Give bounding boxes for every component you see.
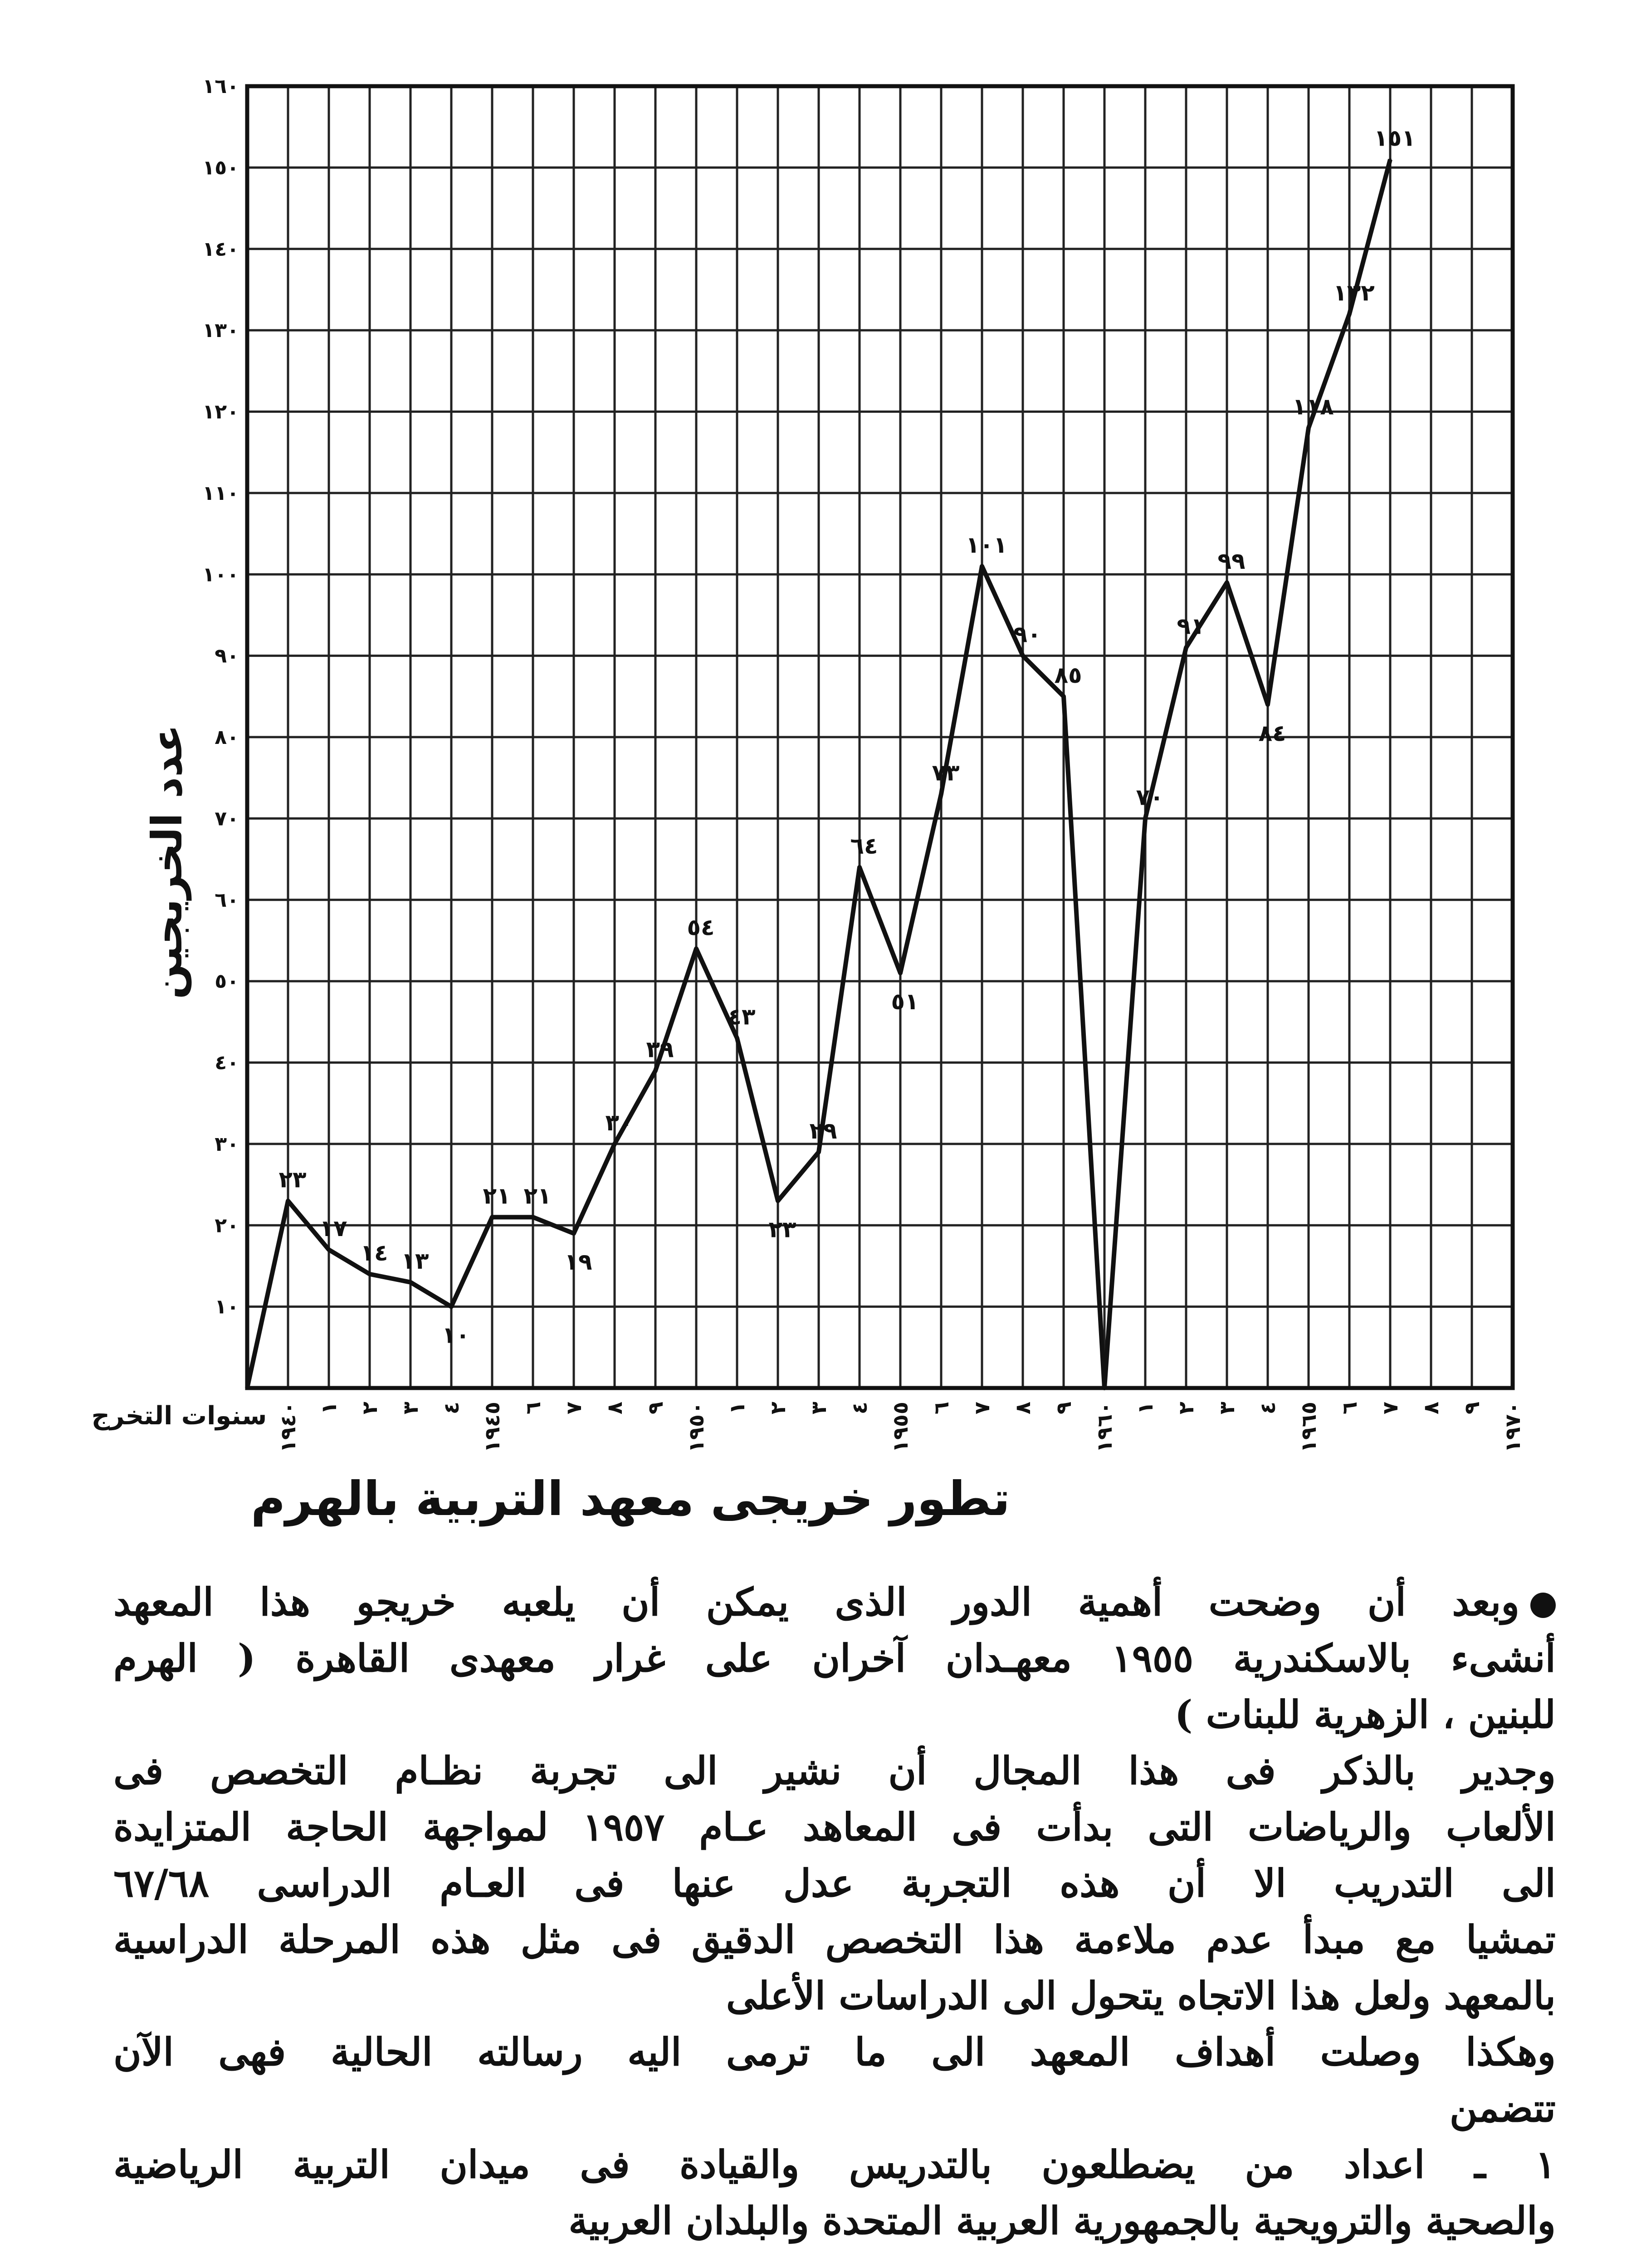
data-point xyxy=(1389,158,1392,161)
y-tick-label: ٤٠ xyxy=(215,1051,239,1075)
text-line: وبعد أن وضحت أهمية الدور الذى يمكن أن يلعبه خريجو هذا المعهد xyxy=(113,1574,1556,1630)
x-tick-label: ١ xyxy=(1133,1402,1158,1415)
x-tick-label: ٩ xyxy=(1051,1402,1076,1415)
y-tick-labels xyxy=(202,75,239,1319)
x-tick-label: ١٩٤٥ xyxy=(480,1402,504,1453)
data-point xyxy=(327,1248,330,1251)
data-label: ١٣ xyxy=(401,1247,429,1274)
data-point xyxy=(1185,646,1187,649)
data-point xyxy=(1062,695,1065,698)
bullet-icon xyxy=(1530,1593,1556,1618)
x-tick-labels xyxy=(276,1402,1525,1452)
y-axis-title: عدد الخريجين xyxy=(143,724,191,1000)
text-line: الى التدريب الا أن هذه التجربة عدل عنها فى العـام الدراسى ٦٧/٦٨ xyxy=(113,1861,1556,1906)
data-point xyxy=(695,947,698,950)
x-tick-label: ٩ xyxy=(643,1402,668,1415)
y-tick-label: ١٦٠ xyxy=(202,75,239,98)
data-point xyxy=(1307,426,1310,429)
data-label: ١٧ xyxy=(319,1215,347,1242)
data-point xyxy=(1348,313,1351,315)
data-label: ٢١ xyxy=(483,1183,511,1209)
data-label: ١٩ xyxy=(564,1249,592,1276)
x-tick-label: ٢ xyxy=(357,1402,382,1415)
data-point xyxy=(899,972,902,974)
x-tick-label: ١٩٦٠ xyxy=(1092,1402,1117,1453)
data-label: ٧٠ xyxy=(1136,784,1164,811)
x-tick-label: ٤ xyxy=(439,1402,464,1415)
chart-grid xyxy=(247,86,1513,1388)
text-line: والصحية والترويحية بالجمهورية العربية المتحدة والبلدان العربية xyxy=(568,2198,1556,2243)
y-tick-label: ٨٠ xyxy=(215,726,239,749)
x-tick-label: ١٩٧٠ xyxy=(1500,1402,1525,1453)
x-tick-label: ٧ xyxy=(562,1402,586,1415)
data-point xyxy=(1266,703,1269,706)
y-tick-label: ٣٠ xyxy=(215,1132,239,1156)
x-tick-label: ١٩٦٥ xyxy=(1296,1402,1321,1453)
data-point xyxy=(368,1273,371,1276)
y-tick-label: ١٠٠ xyxy=(202,563,239,587)
data-point xyxy=(1226,581,1228,584)
y-tick-label: ٥٠ xyxy=(215,970,239,993)
x-tick-label: ١ xyxy=(317,1402,341,1415)
data-label: ٩٩ xyxy=(1217,548,1246,575)
text-line: ١ ـ اعداد من يضطلعون بالتدريس والقيادة فى ميدان التربية الرياضية xyxy=(113,2142,1556,2187)
text-line: الألعاب والرياضات التى بدأت فى المعاهد عـام ١٩٥٧ لمواجهة الحاجة المتزايدة xyxy=(113,1804,1556,1849)
body-text xyxy=(113,1574,1556,2249)
x-tick-label: ٣ xyxy=(806,1402,831,1415)
data-point xyxy=(736,1037,738,1040)
data-label: ٦٤ xyxy=(850,833,878,859)
data-label: ١٠ xyxy=(442,1322,470,1349)
data-label: ٣٠ xyxy=(605,1109,633,1136)
text-line: وجدير بالذكر فى هذا المجال أن نشير الى تجربة نظـام التخصص فى xyxy=(113,1748,1556,1793)
y-tick-label: ٢٠ xyxy=(215,1214,239,1237)
data-label: ٨٤ xyxy=(1258,720,1286,747)
data-point xyxy=(981,565,983,567)
data-label: ١٣٢ xyxy=(1333,279,1375,306)
data-label: ٢١ xyxy=(523,1183,552,1209)
data-label: ٨٥ xyxy=(1054,662,1082,689)
data-point xyxy=(532,1216,534,1218)
data-point xyxy=(777,1199,779,1202)
data-point xyxy=(287,1199,289,1202)
data-label: ٢٣ xyxy=(278,1166,307,1193)
x-tick-label: ٦ xyxy=(929,1402,953,1415)
x-tick-label: ٧ xyxy=(970,1402,994,1415)
data-point xyxy=(1021,655,1024,657)
x-tick-label: ٣ xyxy=(1215,1402,1239,1415)
y-tick-label: ١٠ xyxy=(215,1295,239,1319)
text-line: تتضمن xyxy=(1449,2086,1556,2131)
x-tick-label: ١٩٥٠ xyxy=(684,1402,708,1453)
data-point xyxy=(1103,1387,1106,1389)
x-tick-label: ١ xyxy=(725,1402,749,1415)
x-tick-label: ٢ xyxy=(766,1402,790,1415)
data-label: ١٤ xyxy=(360,1239,388,1266)
data-label: ٩٠ xyxy=(1013,621,1041,648)
data-label: ٩١ xyxy=(1177,613,1205,640)
data-point xyxy=(940,793,943,796)
data-point xyxy=(1144,817,1147,820)
text-line: بالمعهد ولعل هذا الاتجاه يتحول الى الدراسات الأعلى xyxy=(726,1973,1556,2018)
x-tick-label: ٨ xyxy=(1419,1402,1443,1415)
x-tick-label: ٨ xyxy=(602,1402,627,1415)
x-axis-title: سنوات التخرج xyxy=(91,1401,267,1431)
data-point xyxy=(409,1281,412,1284)
y-tick-label: ٧٠ xyxy=(215,807,239,831)
data-label: ٥١ xyxy=(891,988,919,1015)
x-tick-label: ٧ xyxy=(1378,1402,1402,1415)
data-label: ٤٣ xyxy=(728,1003,756,1030)
data-point xyxy=(858,866,861,869)
data-label: ١١٨ xyxy=(1292,393,1334,420)
chart-title: تطور خريجى معهد التربية بالهرم xyxy=(250,1471,1011,1526)
y-tick-label: ١٢٠ xyxy=(202,400,239,424)
data-label: ٥٤ xyxy=(687,914,715,941)
data-label: ٣٩ xyxy=(646,1036,674,1063)
y-tick-label: ١٣٠ xyxy=(202,319,239,342)
data-point xyxy=(572,1232,575,1235)
y-tick-label: ١٤٠ xyxy=(202,237,239,261)
data-point xyxy=(246,1387,249,1389)
x-tick-label: ٦ xyxy=(1337,1402,1362,1415)
x-tick-label: ٨ xyxy=(1011,1402,1035,1415)
data-label: ١٠١ xyxy=(966,532,1007,558)
data-label: ٧٣ xyxy=(932,759,960,786)
text-line: أنشىء بالاسكندرية ١٩٥٥ معهـدان آخران على غرار معهدى القاهرة ( الهرم xyxy=(113,1636,1556,1681)
x-tick-label: ٦ xyxy=(521,1402,545,1415)
x-tick-label: ٤ xyxy=(1255,1402,1280,1415)
data-label: ١٥١ xyxy=(1374,125,1416,152)
data-label: ٢٩ xyxy=(809,1117,837,1144)
y-tick-label: ١١٠ xyxy=(202,481,239,505)
text-line: للبنين ، الزهرية للبنات ) xyxy=(1174,1692,1556,1737)
data-point xyxy=(654,1069,657,1072)
x-tick-label: ١٩٤٠ xyxy=(276,1402,300,1453)
data-label: ٢٣ xyxy=(768,1216,796,1243)
data-point xyxy=(613,1143,616,1145)
x-tick-label: ٢ xyxy=(1174,1402,1198,1415)
x-tick-label: ١٩٥٥ xyxy=(888,1402,913,1453)
data-point xyxy=(491,1216,493,1218)
data-point xyxy=(450,1305,453,1308)
y-tick-label: ٦٠ xyxy=(215,888,239,912)
text-line: وهكذا وصلت أهداف المعهد الى ما ترمى اليه رسالته الحالية فهى الآن xyxy=(113,2029,1556,2074)
data-point xyxy=(817,1151,820,1154)
x-tick-label: ٩ xyxy=(1460,1402,1484,1415)
y-tick-label: ٩٠ xyxy=(215,644,239,668)
x-tick-label: ٤ xyxy=(847,1402,872,1415)
text-line: تمشيا مع مبدأ عدم ملاءمة هذا التخصص الدقيق فى مثل هذه المرحلة الدراسية xyxy=(113,1917,1556,1962)
x-tick-label: ٣ xyxy=(398,1402,423,1415)
y-tick-label: ١٥٠ xyxy=(202,156,239,180)
